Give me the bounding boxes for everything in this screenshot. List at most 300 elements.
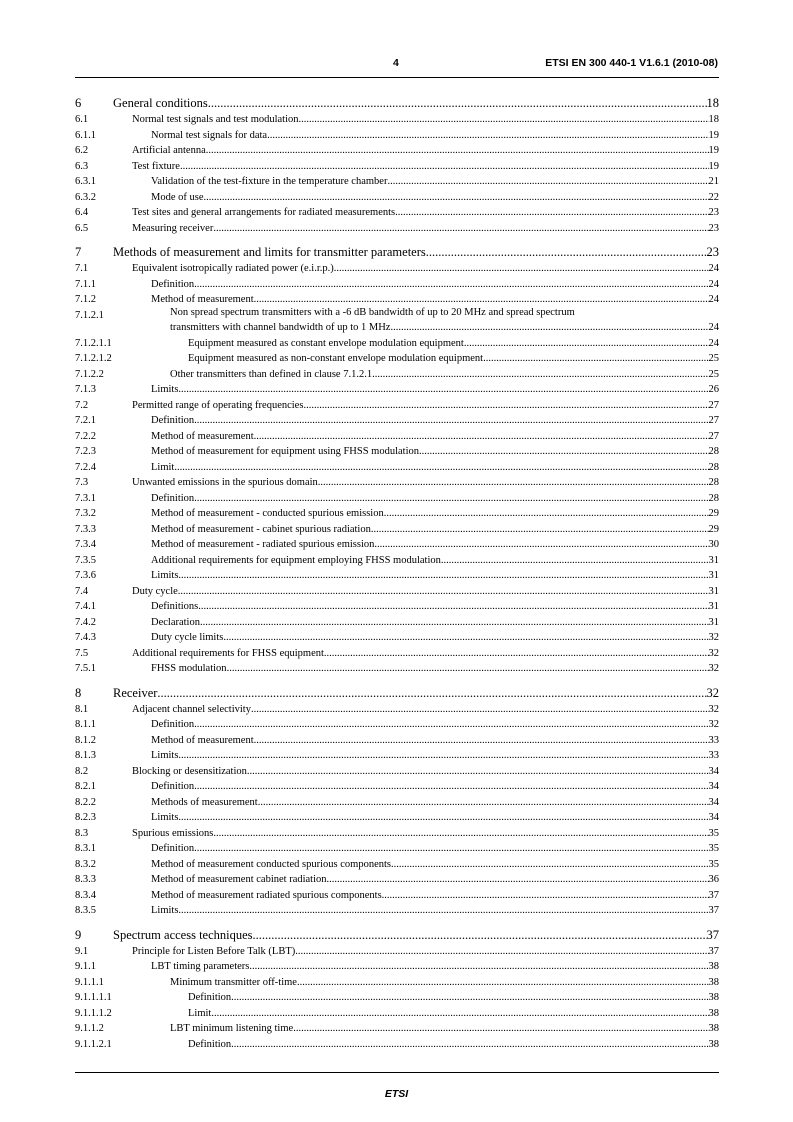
toc-entry-number: 6: [75, 96, 82, 110]
toc-entry[interactable]: [75, 568, 719, 584]
toc-entry-page: 23: [708, 222, 719, 234]
toc-entry-page: 31: [708, 616, 719, 628]
toc-entry-title: Artificial antenna: [132, 145, 206, 156]
toc-entry-title: Blocking or desensitization: [132, 765, 247, 777]
toc-entry-title: Limits: [151, 570, 179, 581]
toc-entry-title: Test fixture: [132, 160, 180, 172]
toc-entry-page: 37: [706, 927, 719, 942]
toc-entry-number: 7.1.2.1.1: [75, 337, 112, 349]
toc-entry-page: 32: [708, 647, 719, 659]
toc-entry[interactable]: [75, 382, 719, 398]
toc-entry-number: 9.1: [75, 945, 89, 957]
toc-entry-page: 35: [708, 858, 719, 870]
toc-entry-number: 7.1.2.1.2: [75, 353, 112, 364]
toc-entry-page: 37: [708, 905, 719, 916]
toc-entry-number: 6.4: [75, 207, 89, 218]
toc-entry-page: 33: [708, 750, 719, 761]
toc-leader-dots: [157, 685, 706, 702]
toc-entry-number: 9.1.1.1: [75, 976, 104, 988]
toc-entry-page: 31: [708, 554, 719, 566]
toc-entry[interactable]: [75, 460, 719, 476]
toc-entry[interactable]: [75, 112, 719, 128]
toc-entry-page: 35: [708, 827, 719, 839]
toc-entry-number: 8.3.1: [75, 843, 96, 854]
toc-entry-page: 24: [708, 322, 719, 333]
toc-entry-number: 8: [75, 685, 82, 700]
toc-entry-page: 37: [708, 889, 719, 901]
toc-entry-number: 8.1.1: [75, 719, 96, 730]
toc-entry-number: 8.3.4: [75, 889, 96, 901]
toc-entry-page: 31: [708, 601, 719, 612]
toc-entry-number: 7.3.6: [75, 570, 96, 581]
toc-entry-number: 8.2.1: [75, 781, 96, 792]
toc-entry-number: 7.2: [75, 399, 89, 411]
toc-entry-title: Method of measurement - cabinet spurious radiation: [151, 523, 371, 535]
toc-entry[interactable]: [75, 475, 719, 491]
toc-entry-title: Measuring receiver: [132, 222, 214, 234]
toc-entry-number: 7.1.2.1: [75, 309, 104, 321]
toc-entry[interactable]: [75, 903, 719, 919]
toc-leader-dots: [390, 320, 708, 336]
toc-leader-dots: [178, 382, 708, 398]
toc-entry-number: 7.1.3: [75, 384, 96, 395]
document-id: ETSI EN 300 440-1 V1.6.1 (2010-08): [545, 57, 718, 69]
toc-entry[interactable]: [75, 685, 719, 702]
toc-leader-dots: [180, 159, 709, 175]
toc-entry-page: 26: [708, 384, 719, 395]
toc-leader-dots: [303, 398, 708, 414]
toc-leader-dots: [194, 277, 708, 293]
toc-entry-title: Definition: [151, 781, 195, 792]
toc-entry-title: Permitted range of operating frequencies: [132, 399, 304, 411]
toc-leader-dots: [293, 1021, 708, 1037]
toc-entry[interactable]: [75, 277, 719, 293]
toc-entry-page: 24: [708, 263, 719, 274]
toc-entry-number: 7.2.3: [75, 446, 96, 457]
toc-leader-dots: [231, 990, 708, 1006]
toc-entry-number: 8.3: [75, 827, 89, 839]
toc-entry-page: 23: [706, 245, 719, 259]
toc-entry-number: 7.3.5: [75, 554, 96, 566]
toc-entry[interactable]: [75, 975, 719, 991]
toc-entry-title: Method of measurement for equipment using FHSS modulation: [151, 446, 420, 457]
toc-entry-title: Equipment measured as constant envelope modulation equipment: [188, 337, 464, 349]
toc-entry-page: 31: [708, 570, 719, 581]
toc-leader-dots: [324, 646, 709, 662]
toc-entry-title: Method of measurement cabinet radiation: [151, 874, 327, 885]
toc-entry-number: 8.1: [75, 703, 89, 715]
toc-entry[interactable]: [75, 599, 719, 615]
toc-entry-page: 19: [708, 145, 719, 156]
toc-entry-page: 34: [708, 812, 719, 823]
toc-entry[interactable]: [75, 795, 719, 811]
toc-entry-title: Unwanted emissions in the spurious domain: [132, 477, 318, 488]
toc-entry-page: 34: [708, 765, 719, 777]
toc-leader-dots: [213, 826, 708, 842]
toc-entry[interactable]: [75, 413, 719, 429]
toc-entry-page: 28: [708, 477, 719, 488]
toc-entry-number: 8.3.5: [75, 905, 96, 916]
toc-leader-dots: [200, 615, 709, 631]
toc-leader-dots: [441, 553, 709, 569]
toc-entry-page: 30: [708, 539, 719, 550]
toc-entry-number: 7.4.1: [75, 601, 96, 612]
toc-leader-dots: [174, 460, 708, 476]
toc-leader-dots: [247, 764, 709, 780]
toc-entry-title: Duty cycle limits: [151, 632, 224, 643]
toc-leader-dots: [213, 221, 708, 237]
toc-entry-title: Method of measurement: [151, 430, 254, 442]
toc-leader-dots: [178, 568, 708, 584]
toc-entry-title: Method of measurement - conducted spurious emission: [151, 508, 384, 519]
toc-leader-dots: [204, 190, 709, 206]
toc-entry-page: 28: [708, 461, 719, 473]
toc-entry-title: Normal test signals and test modulation: [132, 114, 299, 125]
toc-entry-title: Method of measurement conducted spurious components: [151, 858, 391, 870]
toc-entry-number: 7.2.1: [75, 415, 96, 426]
toc-entry[interactable]: [75, 764, 719, 780]
toc-leader-dots: [258, 795, 709, 811]
toc-entry-number: 8.3.3: [75, 874, 96, 885]
toc-entry-page: 38: [708, 992, 719, 1003]
toc-entry-number: 8.1.3: [75, 750, 96, 761]
toc-leader-dots: [387, 174, 708, 190]
toc-entry-page: 32: [708, 719, 719, 730]
toc-entry[interactable]: [75, 702, 719, 718]
toc-entry[interactable]: [75, 128, 719, 144]
toc-entry[interactable]: [75, 1006, 719, 1022]
toc-entry-title: Additional requirements for FHSS equipment: [132, 647, 324, 659]
toc-leader-dots: [178, 748, 708, 764]
toc-entry-number: 8.3.2: [75, 858, 96, 870]
toc-leader-dots: [227, 661, 709, 677]
toc-leader-dots: [231, 1037, 708, 1053]
toc-leader-dots: [391, 857, 709, 873]
toc-entry[interactable]: [75, 367, 719, 383]
toc-leader-dots: [178, 584, 709, 600]
toc-leader-dots: [295, 944, 708, 960]
toc-entry-page: 32: [706, 685, 719, 700]
toc-entry-title: Non spread spectrum transmitters with a -6 dB bandwidth of up to 20 MHz and spread spectrum: [170, 306, 575, 318]
toc-leader-dots: [334, 261, 709, 277]
toc-leader-dots: [194, 413, 708, 429]
toc-entry-title: Method of measurement: [151, 294, 254, 305]
toc-entry-number: 7.3: [75, 477, 89, 488]
toc-leader-dots: [194, 779, 708, 795]
toc-entry-number: 7.3.4: [75, 539, 96, 550]
toc-entry[interactable]: [75, 159, 719, 175]
toc-entry[interactable]: [75, 429, 719, 445]
toc-entry-page: 21: [708, 176, 719, 187]
toc-entry-title: Methods of measurement and limits for transmitter parameters: [113, 245, 426, 259]
toc-entry-title: Definition: [151, 843, 195, 854]
toc-entry-title: Method of measurement - radiated spurious emission: [151, 539, 375, 550]
toc-entry-page: 34: [708, 781, 719, 792]
page-header: [0, 57, 793, 71]
page-number: 4: [393, 57, 399, 69]
toc-entry-page: 19: [708, 160, 719, 172]
toc-entry-page: 24: [708, 278, 719, 290]
toc-entry-title: Principle for Listen Before Talk (LBT): [132, 945, 296, 957]
toc-entry-number: 8.1.2: [75, 734, 96, 746]
toc-entry-number: 7: [75, 245, 82, 259]
toc-entry-title: Minimum transmitter off-time: [170, 976, 297, 988]
toc-entry[interactable]: [75, 398, 719, 414]
toc-entry-number: 6.2: [75, 145, 89, 156]
toc-entry-title: FHSS modulation: [151, 663, 227, 674]
toc-entry-title: Mode of use: [151, 191, 204, 203]
toc-entry[interactable]: [75, 261, 719, 277]
toc-entry[interactable]: [75, 553, 719, 569]
toc-entry-page: 25: [708, 353, 719, 364]
toc-entry-page: 32: [708, 663, 719, 674]
toc-entry-page: 31: [708, 585, 719, 597]
toc-entry-title: Test sites and general arrangements for radiated measurements: [132, 207, 396, 218]
toc-leader-dots: [198, 599, 708, 615]
toc-entry-number: 6.1: [75, 114, 89, 125]
toc-leader-dots: [419, 444, 708, 460]
toc-entry-number: 7.5: [75, 647, 89, 659]
toc-leader-dots: [374, 537, 708, 553]
toc-entry[interactable]: [75, 190, 719, 206]
toc-entry-page: 27: [708, 399, 719, 411]
toc-entry[interactable]: [75, 717, 719, 733]
toc-leader-dots: [206, 143, 709, 159]
toc-entry-page: 32: [708, 703, 719, 715]
toc-entry-title: Definitions: [151, 601, 199, 612]
toc-leader-dots: [395, 205, 708, 221]
toc-leader-dots: [371, 522, 709, 538]
toc-entry-title: Limits: [151, 750, 179, 761]
table-of-contents: [75, 95, 719, 1052]
toc-leader-dots: [254, 429, 709, 445]
toc-entry[interactable]: [75, 841, 719, 857]
toc-leader-dots: [249, 959, 708, 975]
toc-entry-page: 24: [708, 294, 719, 305]
toc-entry-page: 32: [708, 632, 719, 643]
toc-entry-page: 38: [708, 961, 719, 972]
toc-entry[interactable]: [75, 491, 719, 507]
footer-org: ETSI: [384, 1088, 409, 1100]
toc-entry-title: Limits: [151, 905, 179, 916]
toc-entry-number: 7.4: [75, 585, 89, 597]
toc-entry-number: 6.3.2: [75, 191, 96, 203]
toc-entry[interactable]: [75, 872, 719, 888]
toc-entry[interactable]: [75, 959, 719, 975]
toc-entry[interactable]: [75, 221, 719, 237]
toc-leader-dots: [382, 888, 709, 904]
toc-entry[interactable]: [75, 308, 719, 336]
toc-entry-title: Additional requirements for equipment employing FHSS modulation: [151, 554, 441, 566]
toc-leader-dots: [223, 630, 708, 646]
toc-entry-number: 7.1: [75, 263, 89, 274]
toc-entry-number: 9.1.1.1.1: [75, 992, 112, 1003]
toc-leader-dots: [254, 733, 709, 749]
toc-entry-page: 25: [708, 368, 719, 380]
toc-entry-title: Other transmitters than defined in clause 7.1.2.1: [170, 368, 373, 380]
toc-entry[interactable]: [75, 779, 719, 795]
toc-entry-number: 7.4.3: [75, 632, 96, 643]
toc-entry-number: 9.1.1.2.1: [75, 1038, 112, 1050]
toc-entry-number: 7.1.2: [75, 294, 96, 305]
toc-entry-page: 35: [708, 843, 719, 854]
toc-entry[interactable]: [75, 143, 719, 159]
toc-entry-title: Definition: [151, 415, 195, 426]
toc-entry[interactable]: [75, 351, 719, 367]
toc-entry-title: Definition: [151, 278, 195, 290]
toc-entry-title: Spectrum access techniques: [113, 927, 253, 942]
toc-entry-title: Validation of the test-fixture in the temperature chamber: [151, 176, 388, 187]
toc-entry-number: 7.4.2: [75, 616, 96, 628]
toc-entry-title: Method of measurement: [151, 734, 254, 746]
toc-entry-title: Limit: [151, 461, 175, 473]
toc-entry-number: 6.3.1: [75, 176, 96, 187]
toc-entry-number: 9.1.1.1.2: [75, 1007, 112, 1019]
toc-entry-page: 18: [708, 114, 719, 125]
toc-entry-number: 6.3: [75, 160, 89, 172]
toc-entry[interactable]: [75, 584, 719, 600]
toc-entry-number: 7.3.1: [75, 492, 96, 504]
toc-leader-dots: [299, 112, 709, 128]
toc-leader-dots: [194, 841, 708, 857]
toc-entry[interactable]: [75, 1037, 719, 1053]
toc-leader-dots: [327, 872, 709, 888]
toc-entry-title: LBT timing parameters: [151, 961, 250, 972]
toc-entry-title: Declaration: [151, 616, 200, 628]
toc-entry[interactable]: [75, 990, 719, 1006]
toc-entry[interactable]: [75, 944, 719, 960]
toc-entry[interactable]: [75, 646, 719, 662]
toc-entry-title: Definition: [188, 1038, 232, 1050]
toc-entry-page: 28: [708, 446, 719, 457]
toc-leader-dots: [297, 975, 709, 991]
toc-entry-number: 7.1.1: [75, 278, 96, 290]
toc-entry[interactable]: [75, 537, 719, 553]
toc-entry-title: Methods of measurement: [151, 796, 258, 808]
toc-entry-title: Definition: [151, 492, 195, 504]
toc-entry[interactable]: [75, 630, 719, 646]
toc-entry[interactable]: [75, 826, 719, 842]
toc-leader-dots: [178, 810, 708, 826]
toc-entry-title: Spurious emissions: [132, 827, 214, 839]
toc-leader-dots: [178, 903, 708, 919]
toc-entry-page: 27: [708, 430, 719, 442]
footer-rule: [75, 1072, 719, 1073]
toc-leader-dots: [372, 367, 708, 383]
toc-entry-number: 7.3.2: [75, 508, 96, 519]
toc-entry-number: 9.1.1.2: [75, 1023, 104, 1034]
toc-entry-page: 38: [708, 1007, 719, 1019]
toc-entry-number: 7.3.3: [75, 523, 96, 535]
toc-entry-page: 18: [706, 96, 719, 110]
toc-leader-dots: [208, 95, 707, 112]
toc-entry[interactable]: [75, 888, 719, 904]
toc-entry-page: 27: [708, 415, 719, 426]
toc-entry-number: 9.1.1: [75, 961, 96, 972]
toc-leader-dots: [464, 336, 709, 352]
toc-entry[interactable]: [75, 733, 719, 749]
toc-entry-page: 29: [708, 508, 719, 519]
toc-entry-title: Definition: [188, 992, 232, 1003]
toc-entry[interactable]: [75, 661, 719, 677]
toc-entry-page: 38: [708, 1023, 719, 1034]
toc-entry-page: 23: [708, 207, 719, 218]
toc-entry[interactable]: [75, 205, 719, 221]
toc-entry-page: 28: [708, 492, 719, 504]
toc-entry[interactable]: [75, 927, 719, 944]
toc-entry-title: Method of measurement radiated spurious components: [151, 889, 382, 901]
toc-entry[interactable]: [75, 444, 719, 460]
toc-entry[interactable]: [75, 522, 719, 538]
toc-leader-dots: [384, 506, 709, 522]
toc-entry-number: 7.1.2.2: [75, 368, 104, 380]
toc-entry-number: 7.2.4: [75, 461, 96, 473]
toc-entry-page: 24: [708, 337, 719, 349]
toc-entry[interactable]: [75, 95, 719, 112]
toc-entry[interactable]: [75, 174, 719, 190]
toc-entry-page: 38: [708, 976, 719, 988]
toc-entry[interactable]: [75, 506, 719, 522]
toc-entry-number: 8.2: [75, 765, 89, 777]
toc-entry[interactable]: [75, 615, 719, 631]
toc-leader-dots: [318, 475, 709, 491]
toc-entry-title: Limit: [188, 1007, 212, 1019]
toc-entry-title: Duty cycle: [132, 585, 178, 597]
toc-entry-page: 19: [708, 129, 719, 141]
toc-leader-dots: [194, 717, 708, 733]
toc-entry[interactable]: [75, 1021, 719, 1037]
toc-entry-number: 6.5: [75, 222, 89, 234]
toc-entry-title: Normal test signals for data: [151, 129, 268, 141]
toc-entry-number: 9: [75, 927, 82, 942]
toc-entry-number: 7.5.1: [75, 663, 96, 674]
toc-entry[interactable]: [75, 244, 719, 261]
toc-leader-dots: [251, 702, 709, 718]
toc-entry-title: Adjacent channel selectivity: [132, 703, 251, 715]
toc-leader-dots: [483, 351, 708, 367]
toc-entry-number: 8.2.2: [75, 796, 96, 808]
toc-entry-page: 36: [708, 874, 719, 885]
toc-entry-title: Limits: [151, 812, 179, 823]
toc-entry[interactable]: [75, 748, 719, 764]
toc-entry-title: Definition: [151, 719, 195, 730]
toc-leader-dots: [211, 1006, 708, 1022]
toc-entry-title: transmitters with channel bandwidth of up to 1 MHz: [170, 322, 391, 333]
toc-entry-title: Equivalent isotropically radiated power (e.i.r.p.): [132, 263, 334, 274]
toc-entry-number: 6.1.1: [75, 129, 96, 141]
toc-leader-dots: [267, 128, 708, 144]
toc-entry-page: 29: [708, 523, 719, 535]
toc-leader-dots: [253, 927, 707, 944]
toc-entry-page: 38: [708, 1038, 719, 1050]
toc-entry-page: 34: [708, 796, 719, 808]
toc-entry-title: General conditions: [113, 96, 208, 110]
toc-entry-page: 22: [708, 191, 719, 203]
toc-entry[interactable]: [75, 810, 719, 826]
toc-entry[interactable]: [75, 336, 719, 352]
toc-entry[interactable]: [75, 857, 719, 873]
toc-leader-dots: [426, 244, 707, 261]
toc-entry-title: Limits: [151, 384, 179, 395]
toc-entry-number: 7.2.2: [75, 430, 96, 442]
toc-leader-dots: [194, 491, 708, 507]
toc-entry-title: Equipment measured as non-constant envelope modulation equipment: [188, 353, 484, 364]
toc-entry-number: 8.2.3: [75, 812, 96, 823]
toc-entry-page: 33: [708, 734, 719, 746]
toc-entry-title: Receiver: [113, 685, 158, 700]
toc-entry-page: 37: [708, 945, 719, 957]
toc-entry-title: LBT minimum listening time: [170, 1023, 294, 1034]
